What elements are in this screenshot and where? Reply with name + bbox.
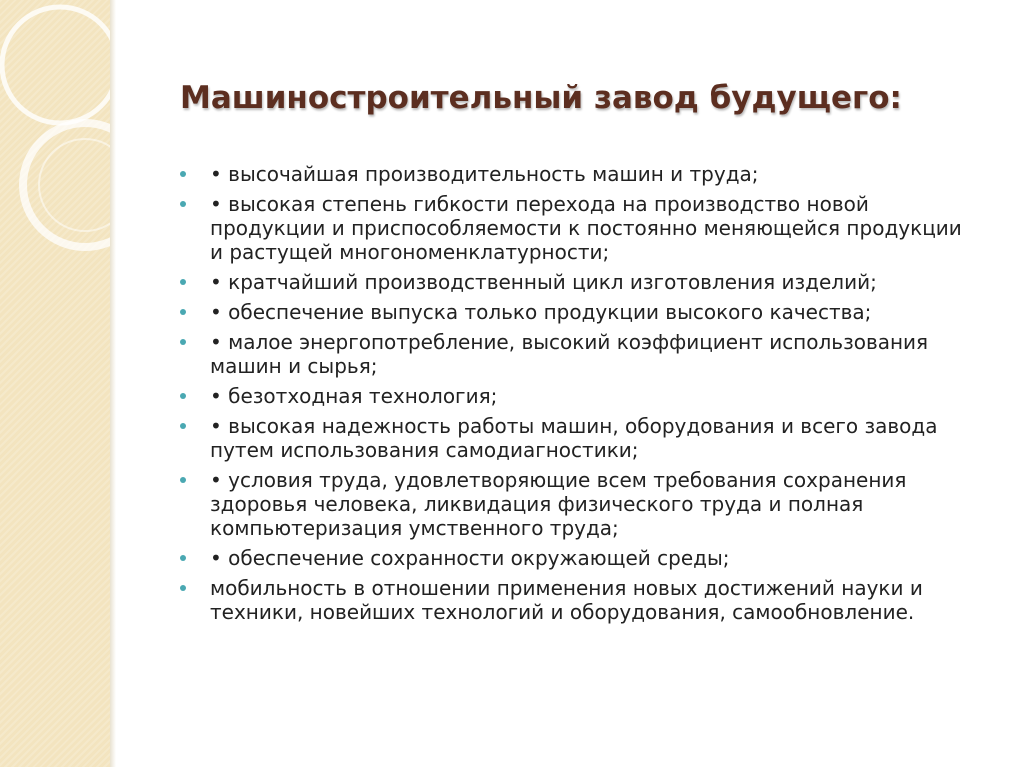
list-item <box>180 546 980 570</box>
list-item-text: • обеспечение выпуска только продукции высокого качества; <box>210 300 872 324</box>
list-item-text: • высокая степень гибкости перехода на производство новой продукции и приспособляемости к постоянно меняющейся продукции и растущей многономенклатурности; <box>210 192 962 264</box>
list-item-text: • высокая надежность работы машин, оборудования и всего завода путем использования самодиагностики; <box>210 414 938 462</box>
side-band-shadow <box>110 0 116 767</box>
list-item-text: • безотходная технология; <box>210 384 498 408</box>
list-item <box>180 162 980 186</box>
list-item <box>180 576 980 624</box>
list-item <box>180 414 980 462</box>
ring-decoration <box>0 0 110 767</box>
teal-dot-icon <box>180 585 186 591</box>
teal-dot-icon <box>180 201 186 207</box>
teal-dot-icon <box>180 555 186 561</box>
teal-dot-icon <box>180 423 186 429</box>
list-item <box>180 330 980 378</box>
list-item <box>180 468 980 540</box>
list-item-text: • обеспечение сохранности окружающей среды; <box>210 546 730 570</box>
teal-dot-icon <box>180 393 186 399</box>
teal-dot-icon <box>180 477 186 483</box>
teal-dot-icon <box>180 171 186 177</box>
list-item <box>180 384 980 408</box>
list-item-text: • кратчайший производственный цикл изготовления изделий; <box>210 270 877 294</box>
side-decor-band <box>0 0 110 767</box>
teal-dot-icon <box>180 339 186 345</box>
list-item <box>180 192 980 264</box>
teal-dot-icon <box>180 279 186 285</box>
list-item <box>180 300 980 324</box>
list-item-text: мобильность в отношении применения новых достижений науки и техники, новейших технологий и оборудования, самообновление. <box>210 576 923 624</box>
list-item-text: • малое энергопотребление, высокий коэффициент использования машин и сырья; <box>210 330 929 378</box>
list-item-text: • высочайшая производительность машин и труда; <box>210 162 759 186</box>
list-item-text: • условия труда, удовлетворяющие всем требования сохранения здоровья человека, ликвидация физического труда и полная компьютеризация умственного труда; <box>210 468 907 540</box>
list-item <box>180 270 980 294</box>
bullet-list <box>180 162 980 630</box>
slide-title: Машиностроительный завод будущего: <box>180 80 902 116</box>
teal-dot-icon <box>180 309 186 315</box>
